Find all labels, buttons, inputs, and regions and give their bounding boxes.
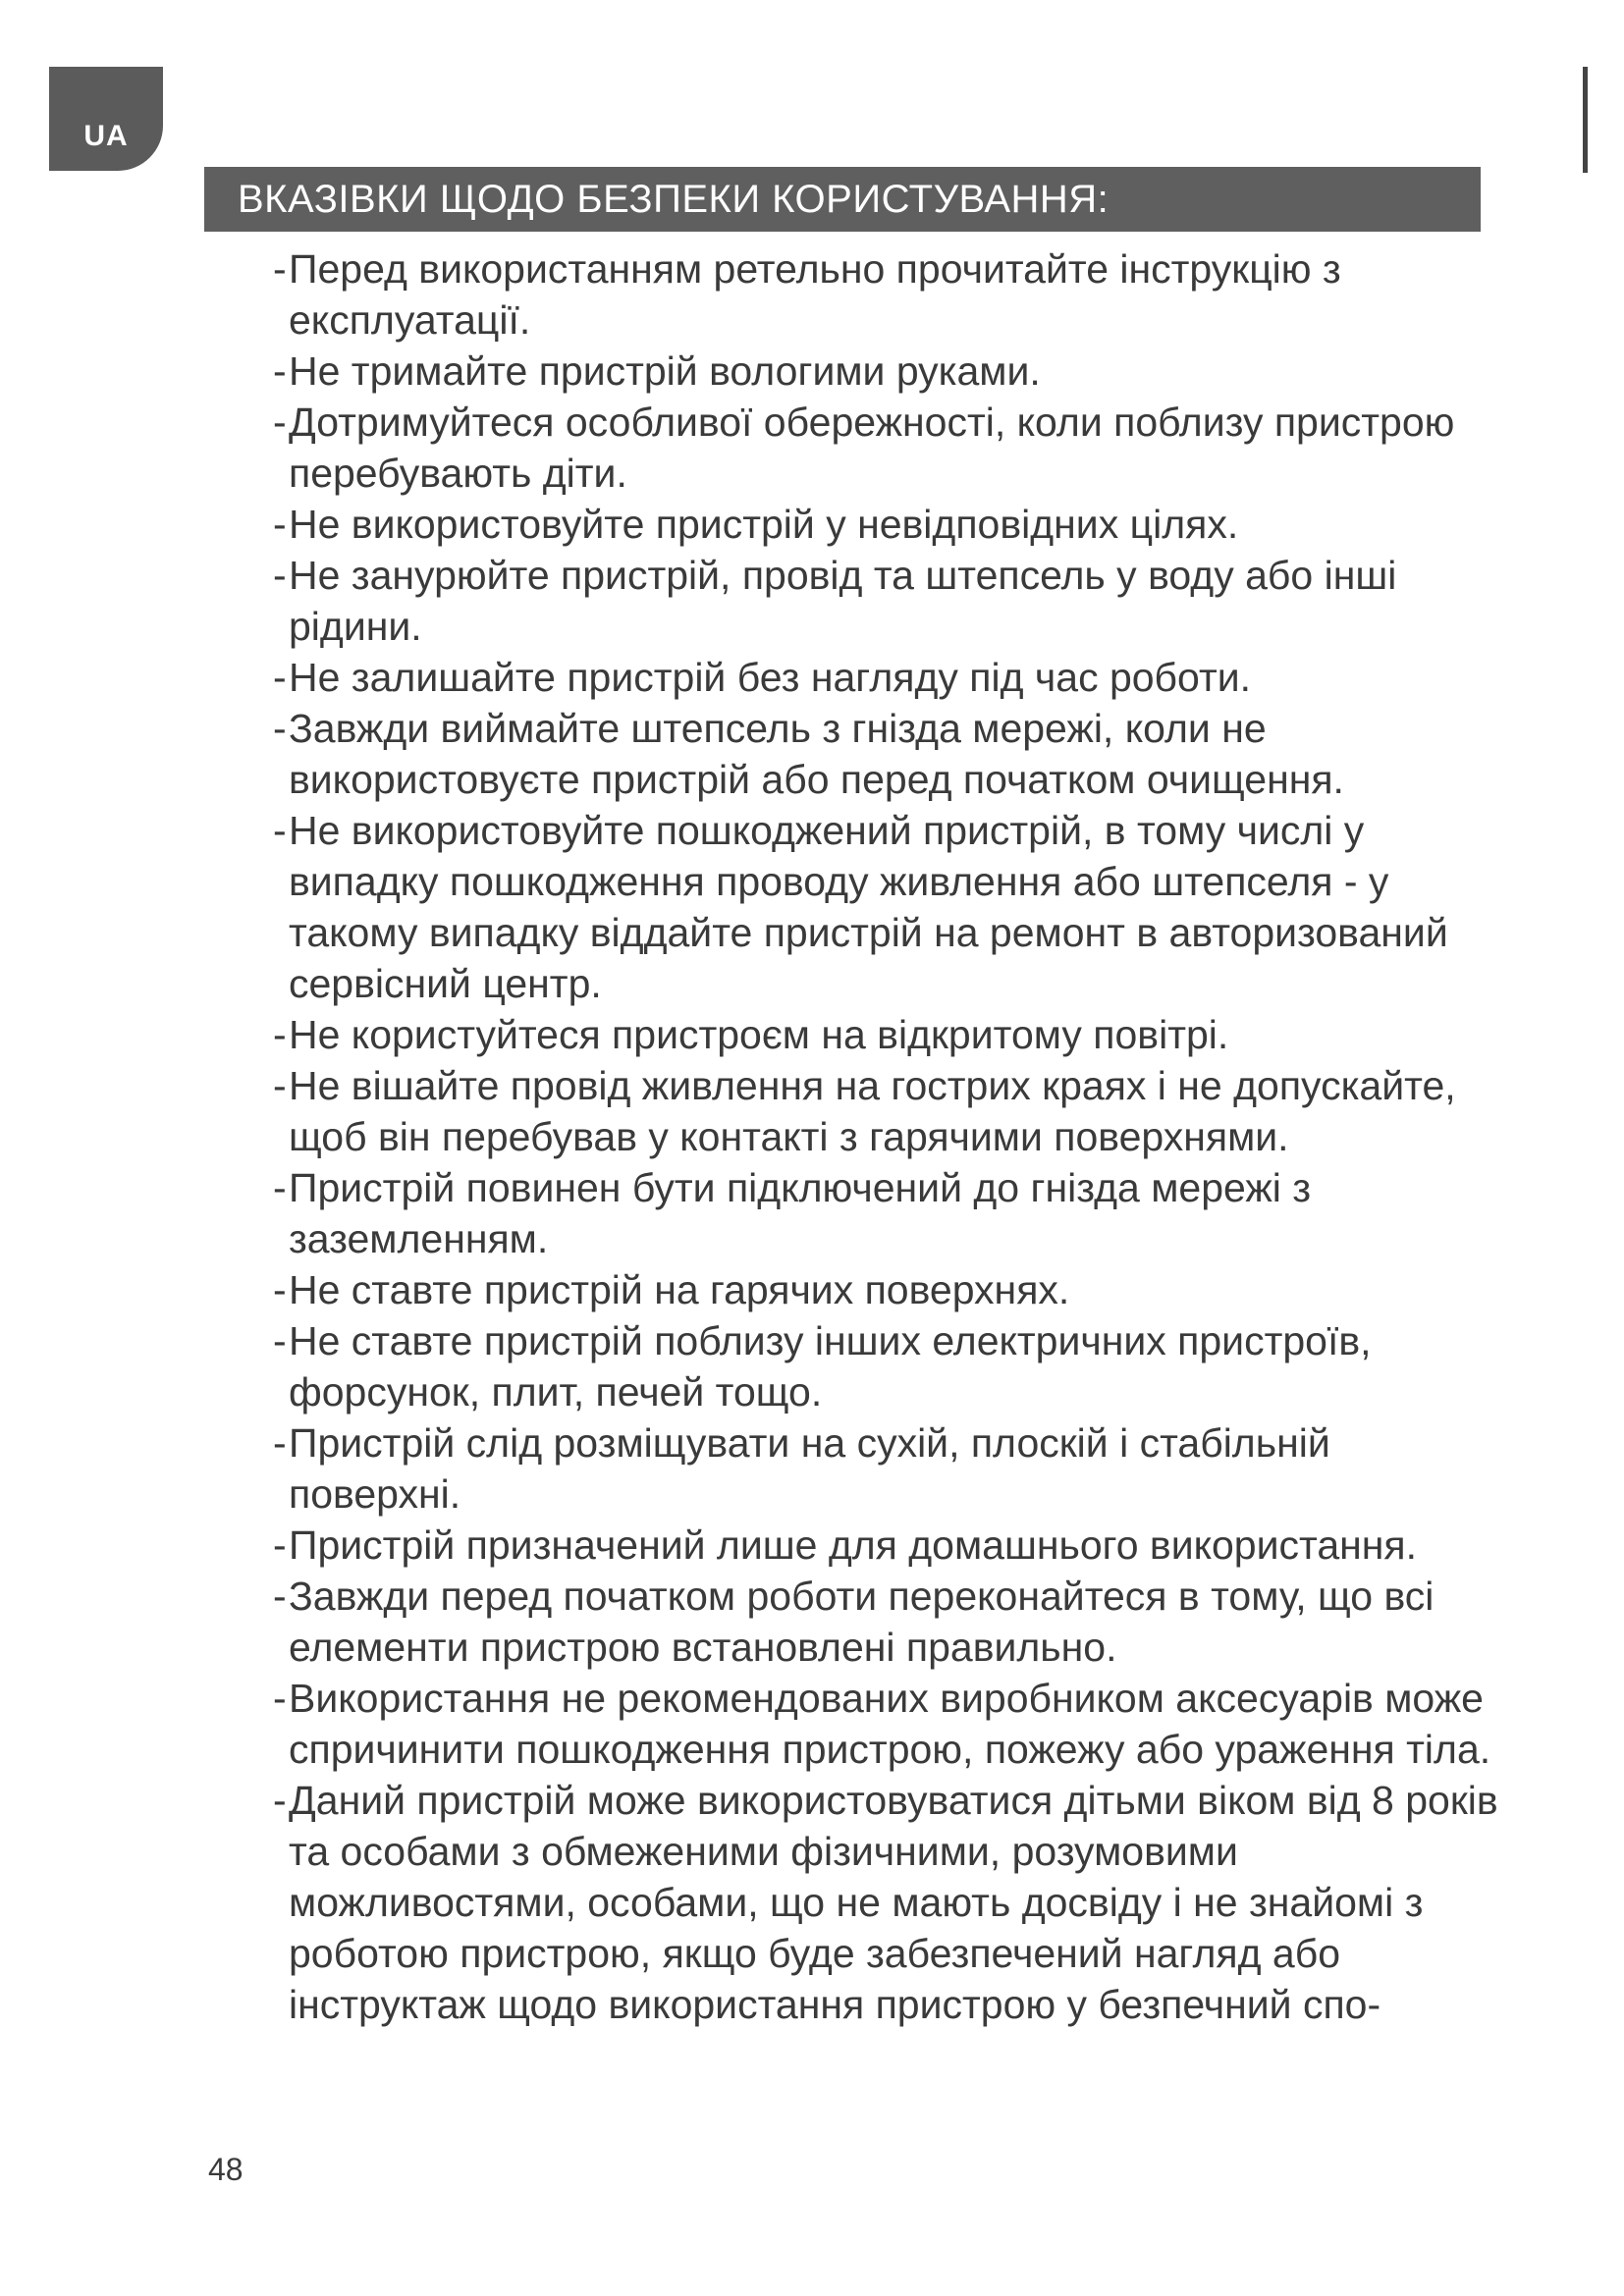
safety-rule: - Пристрій повинен бути підключений до гнізда мережі з заземленням. xyxy=(273,1162,1500,1264)
safety-rule: - Перед використанням ретельно прочитайте інструкцію з експлуатації. xyxy=(273,243,1500,346)
safety-rule: - Пристрій призначений лише для домашнього використання. xyxy=(273,1520,1500,1571)
section-title: ВКАЗІВКИ ЩОДО БЕЗПЕКИ КОРИСТУВАННЯ: xyxy=(238,177,1110,221)
safety-rule: - Не залишайте пристрій без нагляду під час роботи. xyxy=(273,652,1500,703)
safety-rules-list xyxy=(273,243,1500,2030)
safety-rule: - Не ставте пристрій на гарячих поверхнях. xyxy=(273,1264,1500,1315)
safety-rule: - Не використовуйте пошкоджений пристрій, в тому числі у випадку пошкодження проводу живлення або штепселя - у такому випадку віддайте пристрій на ремонт в авторизований сервісний центр. xyxy=(273,805,1500,1009)
safety-rule: - Даний пристрій може використовуватися дітьми віком від 8 років та особами з обмеженими фізичними, розумовими можливостями, особами, що не мають досвіду і не знайомі з роботою пристрою, якщо буде забезпечений нагляд або інструктаж щодо використання пристрою у безпечний спо- xyxy=(273,1775,1500,2030)
language-code: UA xyxy=(83,120,129,152)
safety-rule: - Не вішайте провід живлення на гострих краях і не допускайте, щоб він перебував у контакті з гарячими поверхнями. xyxy=(273,1060,1500,1162)
safety-rule: - Дотримуйтеся особливої обережності, коли поблизу пристрою перебувають діти. xyxy=(273,397,1500,499)
safety-rule: - Пристрій слід розміщувати на сухій, плоскій і стабільній поверхні. xyxy=(273,1417,1500,1520)
page-number: 48 xyxy=(208,2152,244,2187)
safety-rule: - Не тримайте пристрій вологими руками. xyxy=(273,346,1500,397)
page-edge-marker xyxy=(1583,67,1588,173)
safety-rule: - Не ставте пристрій поблизу інших електричних пристроїв, форсунок, плит, печей тощо. xyxy=(273,1315,1500,1417)
safety-rule: - Завжди перед початком роботи переконайтеся в тому, що всі елементи пристрою встановлені правильно. xyxy=(273,1571,1500,1673)
safety-rule: - Завжди виймайте штепсель з гнізда мережі, коли не використовуєте пристрій або перед початком очищення. xyxy=(273,703,1500,805)
section-header xyxy=(204,167,1481,232)
safety-rule: - Не користуйтеся пристроєм на відкритому повітрі. xyxy=(273,1009,1500,1060)
safety-rule: - Використання не рекомендованих виробником аксесуарів може спричинити пошкодження пристрою, пожежу або ураження тіла. xyxy=(273,1673,1500,1775)
language-tab xyxy=(49,67,163,171)
safety-rule: - Не використовуйте пристрій у невідповідних цілях. xyxy=(273,499,1500,550)
safety-rule: - Не занурюйте пристрій, провід та штепсель у воду або інші рідини. xyxy=(273,550,1500,652)
